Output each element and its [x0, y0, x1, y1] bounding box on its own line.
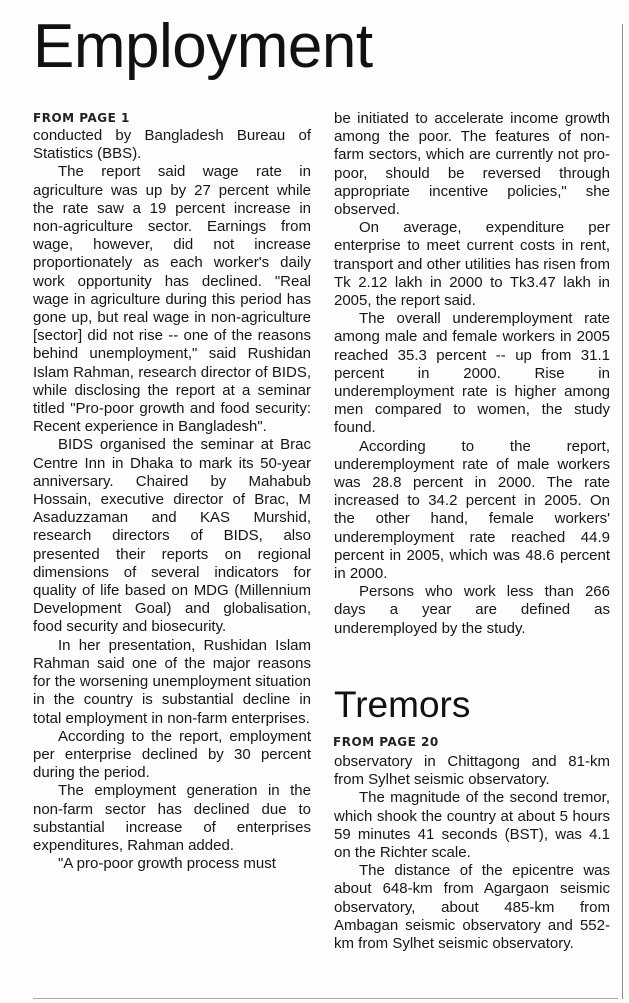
article-paragraph: The report said wage rate in agriculture was up by 27 percent while the rate saw a 19 percent increase in non-agriculture sector. Earnings from wage, however, did not increase proportionately as each worker's daily work opportunity has declined. "Real wage in agriculture during this period has gone up, but real wage in non-agriculture [sector] did not rise -- one of the reasons behind unemployment," said Rushidan Islam Rahman, research director of BIDS, while disclosing the report at a seminar titled "Pro-poor growth and food security: Recent experience in Bangladesh". — [33, 163, 311, 436]
bottom-rule — [33, 998, 618, 999]
article-paragraph: The magnitude of the second tremor, which shook the country at about 5 hours 59 minutes 41 seconds (BST), was 4.1 on the Richter scale. — [334, 789, 610, 862]
employment-right-column — [334, 110, 610, 638]
column-rule — [622, 24, 623, 999]
article-paragraph: Persons who work less than 266 days a year are defined as underemployed by the study. — [334, 583, 610, 637]
employment-headline: Employment — [33, 12, 373, 81]
article-paragraph: According to the report, employment per enterprise declined by 30 percent during the period. — [33, 727, 311, 782]
tremors-column — [334, 753, 610, 953]
employment-continued-from: FROM PAGE 1 — [33, 111, 130, 125]
article-paragraph: "A pro-poor growth process must — [58, 855, 276, 873]
article-paragraph: In her presentation, Rushidan Islam Rahman said one of the major reasons for the worsening unemployment situation in the country is substantial decline in total employment in non-farm enterprises. — [33, 636, 311, 727]
tremors-headline: Tremors — [334, 684, 471, 725]
tremors-continued-from: FROM PAGE 20 — [333, 735, 439, 749]
article-paragraph: BIDS organised the seminar at Brac Centre Inn in Dhaka to mark its 50-year anniversary. Chaired by Mahabub Hossain, executive director of Brac, M Asaduzzaman and KAS Murshid, research directors of BIDS, also presented their reports on regional dimensions of several indicators for quality of life based on MDG (Millennium Development Goal) and globalisation, food security and biosecurity. — [33, 436, 311, 636]
article-paragraph: On average, expenditure per enterprise to meet current costs in rent, transport and other utilities has risen from Tk 2.12 lakh in 2000 to Tk3.47 lakh in 2005, the report said. — [334, 219, 610, 310]
article-paragraph: be initiated to accelerate income growth among the poor. The features of non-farm sectors, which are currently not pro-poor, should be reversed through appropriate incentive policies," she observed. — [334, 110, 610, 219]
article-paragraph: observatory in Chittagong and 81-km from Sylhet seismic observatory. — [334, 753, 610, 789]
article-paragraph: The overall underemployment rate among male and female workers in 2005 reached 35.3 percent -- up from 31.1 percent in 2000. Rise in underemployment rate is higher among men compared to women, the study found. — [334, 310, 610, 437]
article-paragraph: conducted by Bangladesh Bureau of Statistics (BBS). — [33, 127, 311, 163]
article-paragraph: According to the report, underemployment rate of male workers was 28.8 percent in 2000. The rate increased to 34.2 percent in 2005. On the other hand, female workers' underemployment rate reached 44.9 percent in 2005, which was 48.6 percent in 2000. — [334, 437, 610, 583]
article-paragraph: The employment generation in the non-farm sector has declined due to substantial increase of enterprises expenditures, Rahman added. — [33, 782, 311, 854]
article-paragraph: The distance of the epicentre was about 648-km from Agargaon seismic observatory, about 485-km from Ambagan seismic observatory and 552-km from Sylhet seismic observatory. — [334, 862, 610, 953]
employment-left-column — [33, 127, 311, 873]
